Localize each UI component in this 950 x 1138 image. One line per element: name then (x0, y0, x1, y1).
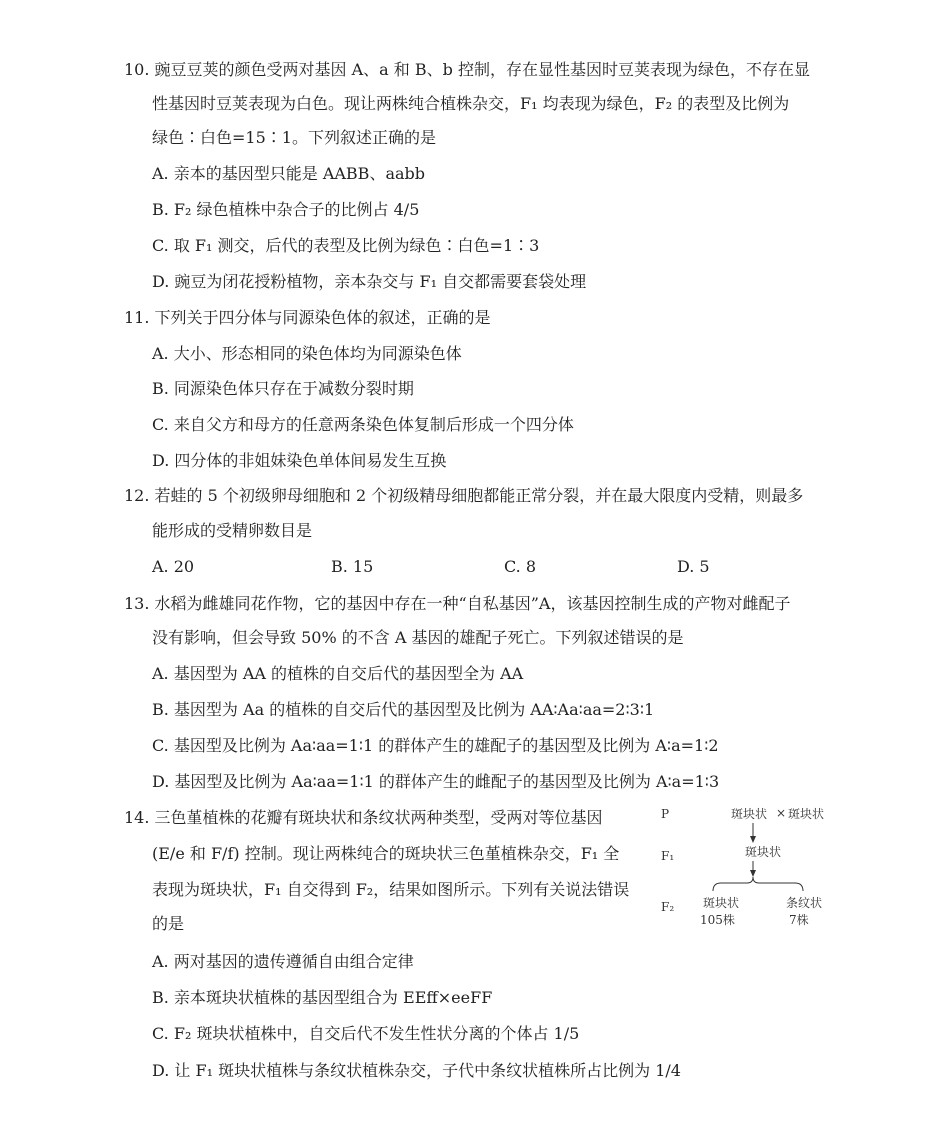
q10-option-c: C. 取 F₁ 测交，后代的表型及比例为绿色∶白色=1∶3 (152, 236, 540, 255)
q14-line-3: 表现为斑块状，F₁ 自交得到 F₂，结果如图所示。下列有关说法错误 (152, 880, 630, 899)
q13-line-2: 没有影响，但会导致 50% 的不含 A 基因的雄配子死亡。下列叙述错误的是 (152, 628, 684, 647)
q13-option-c: C. 基因型及比例为 Aa∶aa=1∶1 的群体产生的雄配子的基因型及比例为 A∶a=1∶2 (152, 736, 719, 755)
q11-option-c: C. 来自父方和母方的任意两条染色体复制后形成一个四分体 (152, 415, 574, 434)
q12-option-d: D. 5 (677, 557, 710, 576)
q14-option-d: D. 让 F₁ 斑块状植株与条纹状植株杂交，子代中条纹状植株所占比例为 1/4 (152, 1061, 681, 1080)
q14-option-c: C. F₂ 斑块状植株中，自交后代不发生性状分离的个体占 1/5 (152, 1024, 580, 1043)
q13-option-b: B. 基因型为 Aa 的植株的自交后代的基因型及比例为 AA∶Aa∶aa=2∶3∶1 (152, 700, 655, 719)
q14-line-1: 14. 三色堇植株的花瓣有斑块状和条纹状两种类型，受两对等位基因 (124, 808, 603, 827)
diagram-parent-left: 斑块状 (731, 807, 768, 821)
q14-option-a: A. 两对基因的遗传遵循自由组合定律 (152, 952, 414, 971)
diagram-f2-left-phenotype: 斑块状 (703, 896, 740, 910)
q11-option-b: B. 同源染色体只存在于减数分裂时期 (152, 379, 414, 398)
q10-line-1: 10. 豌豆豆荚的颜色受两对基因 A、a 和 B、b 控制，存在显性基因时豆荚表现为绿色，不存在显 (124, 60, 810, 79)
f2-brace (713, 877, 803, 891)
q10-option-d: D. 豌豆为闭花授粉植物，亲本杂交与 F₁ 自交都需要套袋处理 (152, 272, 587, 291)
q14-option-b: B. 亲本斑块状植株的基因型组合为 EEff×eeFF (152, 988, 493, 1007)
q11-line-1: 11. 下列关于四分体与同源染色体的叙述，正确的是 (124, 308, 491, 327)
q10-option-b: B. F₂ 绿色植株中杂合子的比例占 4/5 (152, 200, 420, 219)
q14-line-2: (E/e 和 F/f) 控制。现让两株纯合的斑块状三色堇植株杂交，F₁ 全 (152, 844, 620, 863)
arrowhead-f1-to-f2 (750, 870, 756, 877)
q12-line-1: 12. 若蛙的 5 个初级卵母细胞和 2 个初级精母细胞都能正常分裂，并在最大限度内受精，则最多 (124, 486, 804, 505)
q11-option-d: D. 四分体的非姐妹染色单体间易发生互换 (152, 451, 447, 470)
genetic-cross-diagram (655, 803, 835, 933)
diagram-p-label: P (661, 807, 670, 821)
diagram-f2-left-count: 105株 (700, 913, 735, 927)
diagram-f1-label: F₁ (661, 849, 675, 863)
q10-option-a: A. 亲本的基因型只能是 AABB、aabb (152, 164, 426, 183)
q11-option-a: A. 大小、形态相同的染色体均为同源染色体 (152, 344, 462, 363)
q13-option-a: A. 基因型为 AA 的植株的自交后代的基因型全为 AA (152, 664, 524, 683)
q14-line-4: 的是 (152, 914, 185, 933)
q12-option-a: A. 20 (152, 557, 195, 576)
diagram-f2-right-count: 7株 (789, 913, 809, 927)
q12-option-c: C. 8 (504, 557, 537, 576)
diagram-f2-right-phenotype: 条纹状 (786, 896, 823, 910)
diagram-parent-right: 斑块状 (788, 807, 825, 821)
diagram-f2-label: F₂ (661, 900, 675, 914)
q10-line-3: 绿色∶白色=15∶1。下列叙述正确的是 (152, 128, 436, 147)
q12-line-2: 能形成的受精卵数目是 (152, 521, 313, 540)
diagram-f1-phenotype: 斑块状 (745, 845, 782, 859)
q13-option-d: D. 基因型及比例为 Aa∶aa=1∶1 的群体产生的雌配子的基因型及比例为 A∶a=1∶3 (152, 772, 720, 791)
q10-line-2: 性基因时豆荚表现为白色。现让两株纯合植株杂交，F₁ 均表现为绿色，F₂ 的表型及比例为 (152, 94, 790, 113)
diagram-arrows (655, 803, 835, 933)
arrowhead-p-to-f1 (750, 836, 756, 843)
q13-line-1: 13. 水稻为雌雄同花作物，它的基因中存在一种“自私基因”A，该基因控制生成的产物对雌配子 (124, 594, 791, 613)
q12-option-b: B. 15 (331, 557, 374, 576)
diagram-cross-symbol: × (776, 806, 787, 820)
